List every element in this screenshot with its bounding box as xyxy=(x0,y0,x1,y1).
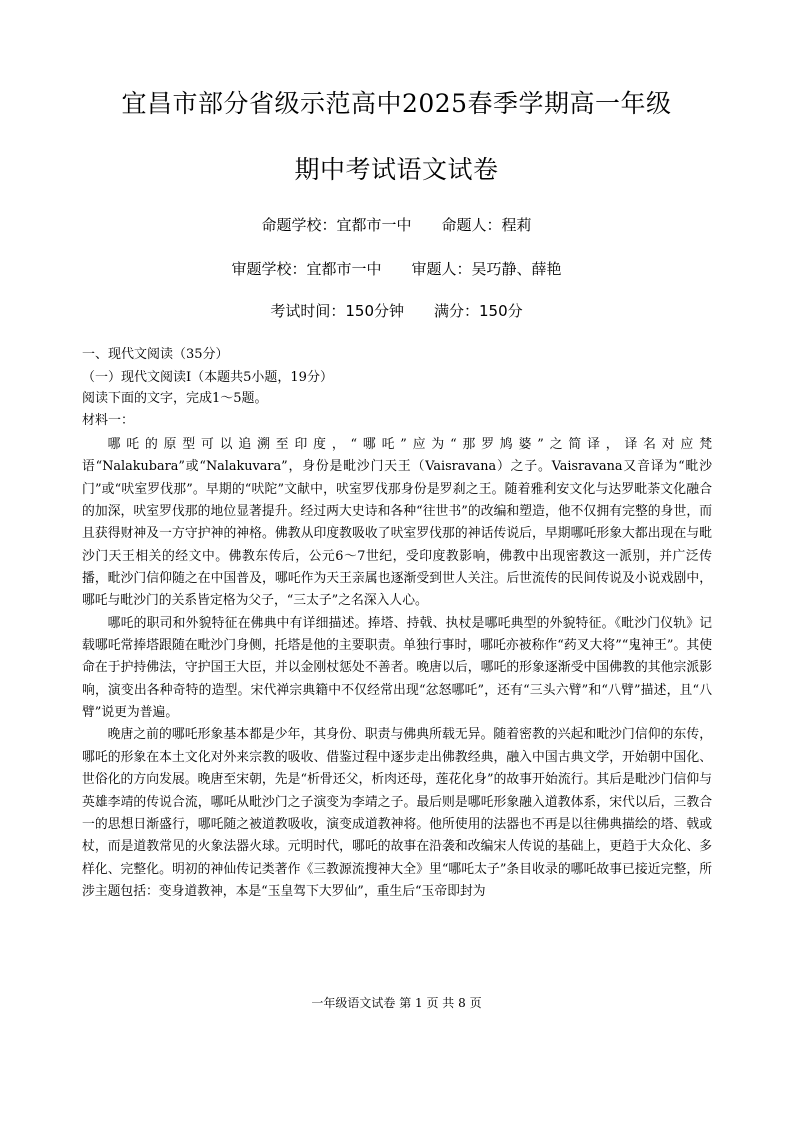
material-one-text xyxy=(82,434,712,903)
proposer-school: 命题学校：宜都市一中 xyxy=(261,216,412,234)
exam-title-line2: 期中考试语文试卷 xyxy=(294,155,499,184)
exam-meta-line xyxy=(0,301,793,321)
proposer-line xyxy=(0,215,793,235)
paragraph: 哪吒的职司和外貌特征在佛典中有详细描述。捧塔、持戟、执杖是哪吒典型的外貌特征。《毗沙门仪轨》记载哪吒常捧塔跟随在毗沙门身侧，托塔是他的主要职责。单独行事时，哪吒亦被称作“药叉大将”“鬼神王”。其使命在于护持佛法，守护国王大臣，并以金刚杖惩处不善者。晚唐以后，哪吒的形象逐渐受中国佛教的其他宗派影响，演变出各种奇特的造型。宋代禅宗典籍中不仅经常出现“忿怒哪吒”，还有“三头六臂”和“八臂”描述，且“八臂”说更为普遍。 xyxy=(82,615,712,721)
exam-title-line1: 宜昌市部分省级示范高中2025春季学期高一年级 xyxy=(121,89,672,118)
paragraph: 晚唐之前的哪吒形象基本都是少年，其身份、职责与佛典所载无异。随着密教的兴起和毗沙门信仰的东传，哪吒的形象在本土文化对外来宗教的吸收、借鉴过程中逐步走出佛教经典，融入中国古典文学，开始朝中国化、世俗化的方向发展。晚唐至宋朝，先是“析骨还父，析肉还母，莲花化身”的故事开始流行。其后是毗沙门信仰与英雄李靖的传说合流，哪吒从毗沙门之子演变为李靖之子。最后则是哪吒形象融入道教体系，宋代以后，三教合一的思想日渐盛行，哪吒随之被道教吸收，演变成道教神将。他所使用的法器也不再是以往佛典描绘的塔、戟或杖，而是道教常见的火象法器火球。元明时代，哪吒的故事在沿袭和改编宋人传说的基础上，更趋于大众化、多样化、完整化。明初的神仙传记类著作《三教源流搜神大全》里“哪吒太子”条目收录的哪吒故事已接近完整，所涉主题包括：变身道教神，本是“玉皇驾下大罗仙”，重生后“玉帝即封为 xyxy=(82,727,712,899)
paragraph: 哪吒的原型可以追溯至印度，“哪吒”应为“那罗鸠婆”之简译，译名对应梵语“Nalakubara”或“Nalakuvara”，身份是毗沙门天王（Vaisravana）之子。Vaisravana又音译为“毗沙门”或“吠室罗伐那”。早期的“吠陀”文献中，吠室罗伐那身份是罗刹之王。随着雅利安文化与达罗毗荼文化融合的加深，吠室罗伐那的地位显著提升。经过两大史诗和各种“往世书”的改编和塑造，他不仅拥有完整的身世，而且获得财神及一方守护神的神格。佛教从印度教吸收了吠室罗伐那的神话传说后，早期哪吒形象大都出现在与毗沙门天王相关的经文中。佛教东传后，公元6～7世纪，受印度教影响，佛教中出现密教这一派别，并广泛传播，毗沙门信仰随之在中国普及，哪吒作为天王亲属也逐渐受到世人关注。后世流传的民间传说及小说戏剧中，哪吒与毗沙门的关系皆定格为父子，“三太子”之名深入人心。 xyxy=(82,437,712,609)
reading-instruction: 阅读下面的文字，完成1～5题。 xyxy=(82,391,268,406)
page-footer: 一年级语文试卷 第 1 页 共 8 页 xyxy=(311,996,482,1010)
proposer-name: 命题人：程莉 xyxy=(441,216,532,234)
reviewer-line xyxy=(0,259,793,279)
exam-time: 考试时间：150分钟 xyxy=(270,302,404,320)
material-label: 材料一： xyxy=(82,413,135,428)
section-subheading: （一）现代文阅读Ⅰ（本题共5小题，19分） xyxy=(82,370,333,385)
full-score: 满分：150分 xyxy=(434,302,523,320)
section-heading: 一、现代文阅读（35分） xyxy=(82,347,229,362)
reviewer-name: 审题人：吴巧静、薛艳 xyxy=(411,260,562,278)
reviewer-school: 审题学校：宜都市一中 xyxy=(231,260,382,278)
